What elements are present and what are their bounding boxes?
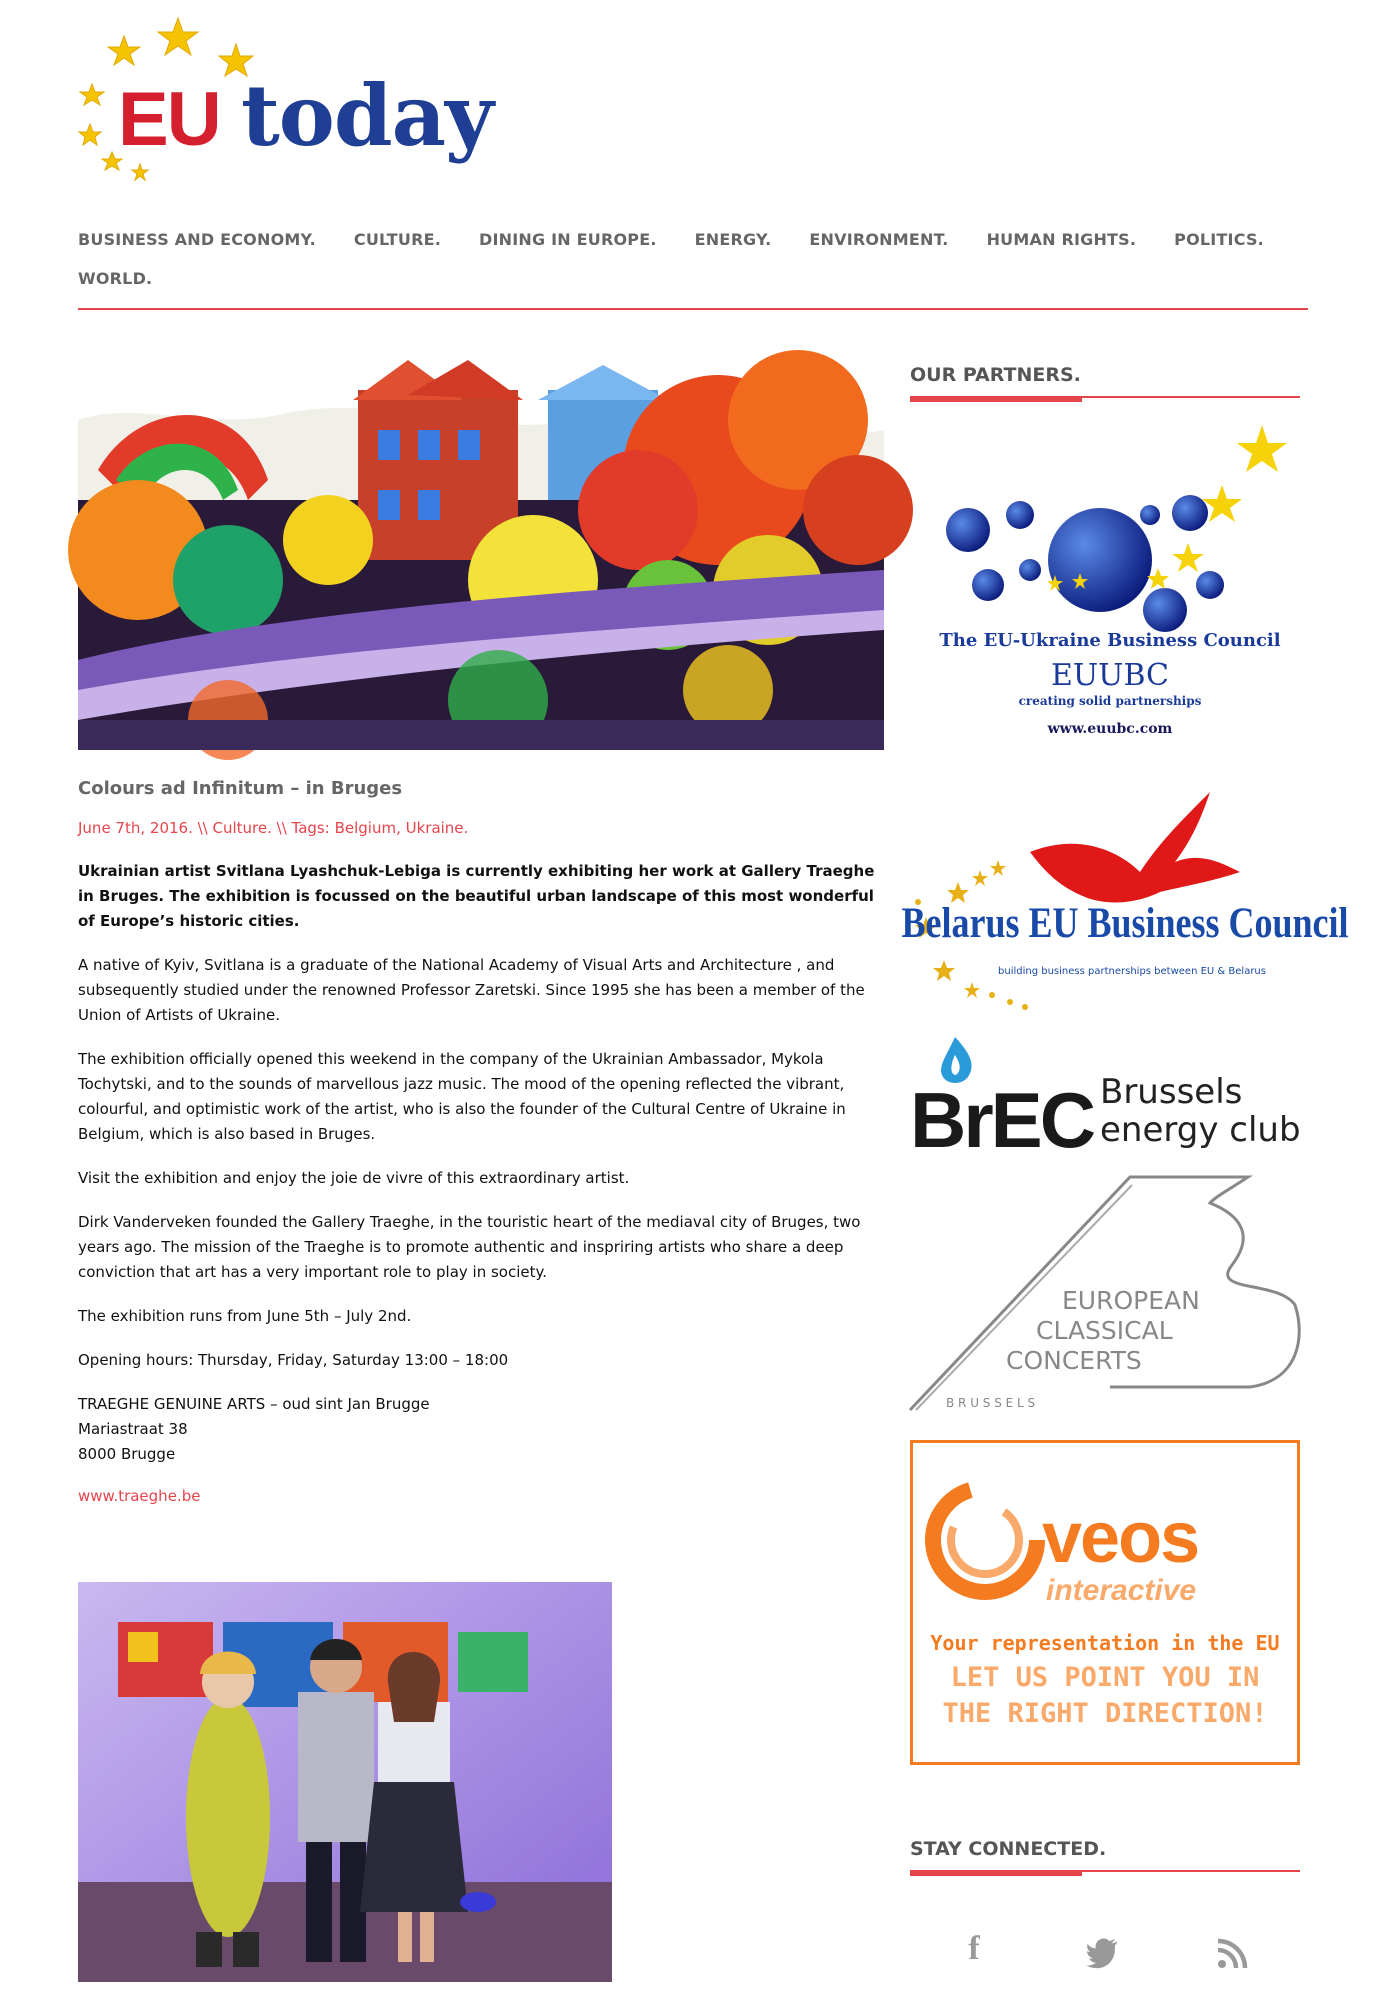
article-meta-sep: \\ Tags: xyxy=(271,819,335,837)
ecc-line1: EUROPEAN xyxy=(1062,1286,1200,1315)
partner-veos-interactive[interactable] xyxy=(910,1440,1300,1765)
site-logo[interactable] xyxy=(76,14,496,184)
nav-world[interactable]: WORLD. xyxy=(78,269,153,288)
logo-eu-text: EU xyxy=(118,77,220,162)
veos-line3: THE RIGHT DIRECTION! xyxy=(942,1698,1268,1729)
partner-european-classical-concerts[interactable] xyxy=(910,1175,1300,1415)
stay-connected-heading: STAY CONNECTED. xyxy=(910,1838,1300,1872)
article-hero-image xyxy=(78,360,884,750)
article-paragraph: The exhibition officially opened this weekend in the company of the Ukrainian Ambassador, Mykola Tochytski, and to the sounds of marvellous jazz music. The mood of the opening reflected the vibrant, colourful, and optimistic work of the artist, who is also the founder of the Cultural Centre of Ukraine in Belgium, which is also based in Bruges. xyxy=(78,1050,846,1143)
article-title: Colours ad Infinitum – in Bruges xyxy=(78,778,403,799)
euubc-name: The EU-Ukraine Business Council xyxy=(939,630,1281,651)
euubc-tagline: creating solid partnerships xyxy=(1018,694,1202,708)
ecc-line2: CLASSICAL xyxy=(1036,1316,1173,1345)
tag-link-belgium[interactable]: Belgium xyxy=(334,819,397,837)
article-meta xyxy=(78,819,884,837)
brec-line2: energy club xyxy=(1100,1110,1301,1150)
tag-separator: , xyxy=(396,819,406,837)
veos-line1: Your representation in the EU xyxy=(930,1631,1280,1655)
article-date: June 7th, 2016. \\ xyxy=(78,819,213,837)
nav-energy[interactable]: ENERGY. xyxy=(694,230,772,249)
nav-business[interactable]: BUSINESS AND ECONOMY. xyxy=(78,230,316,249)
veos-line2: LET US POINT YOU IN xyxy=(950,1662,1260,1693)
veos-brand: veos xyxy=(1042,1498,1199,1578)
nav-dining[interactable]: DINING IN EUROPE. xyxy=(479,230,657,249)
article-paragraph: A native of Kyiv, Svitlana is a graduate of the National Academy of Visual Arts and Architecture , and subsequently studied under the renowned Professor Zaretski. Since 1995 she has been a member of the Union of Artists of Ukraine. xyxy=(78,956,865,1024)
euubc-url: www.euubc.com xyxy=(1047,721,1173,737)
article-category-link[interactable]: Culture. xyxy=(212,819,272,837)
euubc-acronym: EUUBC xyxy=(1050,658,1170,693)
belarus-council-name: Belarus EU Business Council xyxy=(901,898,1349,947)
brec-line1: Brussels xyxy=(1100,1072,1243,1112)
ecc-line4: B R U S S E L S xyxy=(946,1396,1036,1410)
partners-heading: OUR PARTNERS. xyxy=(910,364,1300,398)
article-paragraph: Opening hours: Thursday, Friday, Saturday 13:00 – 18:00 xyxy=(78,1351,509,1369)
logo-today-text: today xyxy=(241,66,493,165)
nav-culture[interactable]: CULTURE. xyxy=(353,230,442,249)
address-line: 8000 Brugge xyxy=(78,1445,176,1463)
nav-human-rights[interactable]: HUMAN RIGHTS. xyxy=(986,230,1137,249)
article-lead: Ukrainian artist Svitlana Lyashchuk-Lebiga is currently exhibiting her work at Gallery Traeghe in Bruges. The exhibition is focussed on the beautiful urban landscape of this most wonderful of Europe’s historic cities. xyxy=(78,862,875,930)
article-photo xyxy=(78,1582,612,1982)
nav-politics[interactable]: POLITICS. xyxy=(1174,230,1264,249)
brec-logo-text: BrEC xyxy=(910,1076,1094,1164)
article-paragraph: Dirk Vanderveken founded the Gallery Traeghe, in the touristic heart of the mediaval city of Bruges, two years ago. The mission of the Traeghe is to promote authentic and inspriring artists who share a deep conviction that art has a very important role to play in society. xyxy=(78,1213,861,1281)
article-paragraph: Visit the exhibition and enjoy the joie de vivre of this extraordinary artist. xyxy=(78,1169,630,1187)
address-line: Mariastraat 38 xyxy=(78,1420,188,1438)
belarus-council-tagline: building business partnerships between EU & Belarus xyxy=(998,966,1266,977)
main-nav xyxy=(78,222,1308,310)
partner-euubc[interactable] xyxy=(910,425,1300,755)
gallery-website-link[interactable]: www.traeghe.be xyxy=(78,1487,201,1505)
address-line: TRAEGHE GENUINE ARTS – oud sint Jan Brugge xyxy=(78,1395,430,1413)
article-paragraph: The exhibition runs from June 5th – July 2nd. xyxy=(78,1307,412,1325)
article xyxy=(78,778,884,1505)
article-address xyxy=(78,1392,884,1467)
rss-icon[interactable] xyxy=(1210,1930,1254,1977)
nav-environment[interactable]: ENVIRONMENT. xyxy=(809,230,949,249)
partner-belarus-eu-business-council[interactable] xyxy=(901,782,1349,1012)
veos-sub: interactive xyxy=(1046,1574,1197,1607)
facebook-icon[interactable]: f xyxy=(968,1930,980,1967)
partner-brussels-energy-club[interactable] xyxy=(910,1035,1301,1164)
ecc-line3: CONCERTS xyxy=(1006,1346,1142,1375)
tag-link-ukraine[interactable]: Ukraine. xyxy=(405,819,469,837)
twitter-icon[interactable] xyxy=(1082,1930,1126,1977)
